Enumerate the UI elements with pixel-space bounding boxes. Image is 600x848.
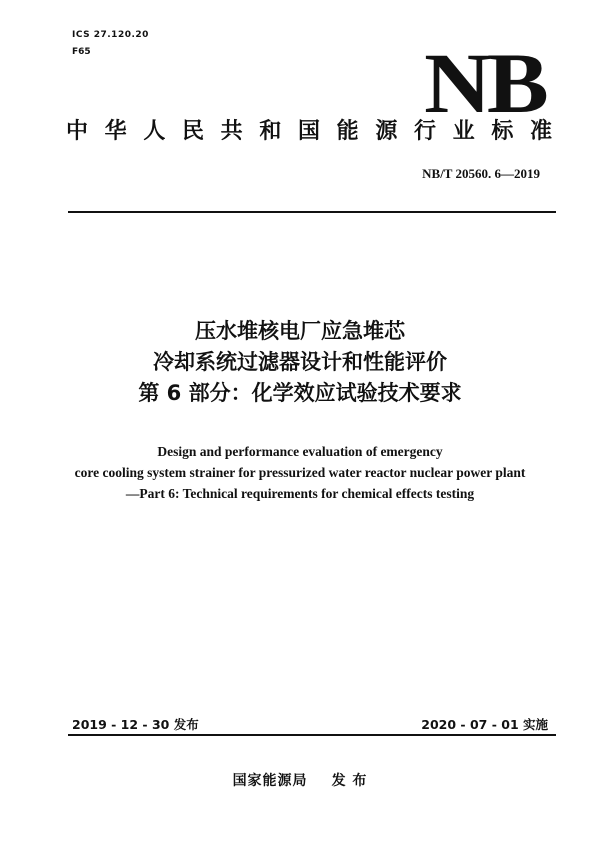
implementation-date: 2020 - 07 - 01 实施 (421, 717, 548, 732)
chinese-title-line-1: 压水堆核电厂应急堆芯 (195, 319, 405, 343)
bottom-divider (68, 734, 556, 736)
nb-logo: NB (423, 35, 544, 131)
standard-number: NB/T 20560. 6—2019 (422, 166, 540, 181)
issue-date: 2019 - 12 - 30 发布 (72, 717, 199, 732)
ics-code: ICS 27.120.20 (72, 30, 149, 40)
clc-code: F65 (72, 47, 91, 57)
chinese-title-line-3: 第 6 部分：化学效应试验技术要求 (138, 381, 462, 405)
english-title-line-3: —Part 6: Technical requirements for chemical effects testing (125, 486, 475, 501)
standard-type-title: 中华人民共和国能源行业标准 (66, 119, 556, 144)
issue-word: 发 布 (331, 773, 368, 789)
chinese-title-line-2: 冷却系统过滤器设计和性能评价 (153, 350, 447, 374)
issuer-name: 国家能源局 (232, 773, 308, 789)
top-divider (68, 211, 556, 213)
english-title-line-1: Design and performance evaluation of emergency (157, 444, 443, 459)
english-title-line-2: core cooling system strainer for pressurized water reactor nuclear power plant (74, 465, 526, 480)
issuer-line (0, 770, 600, 790)
